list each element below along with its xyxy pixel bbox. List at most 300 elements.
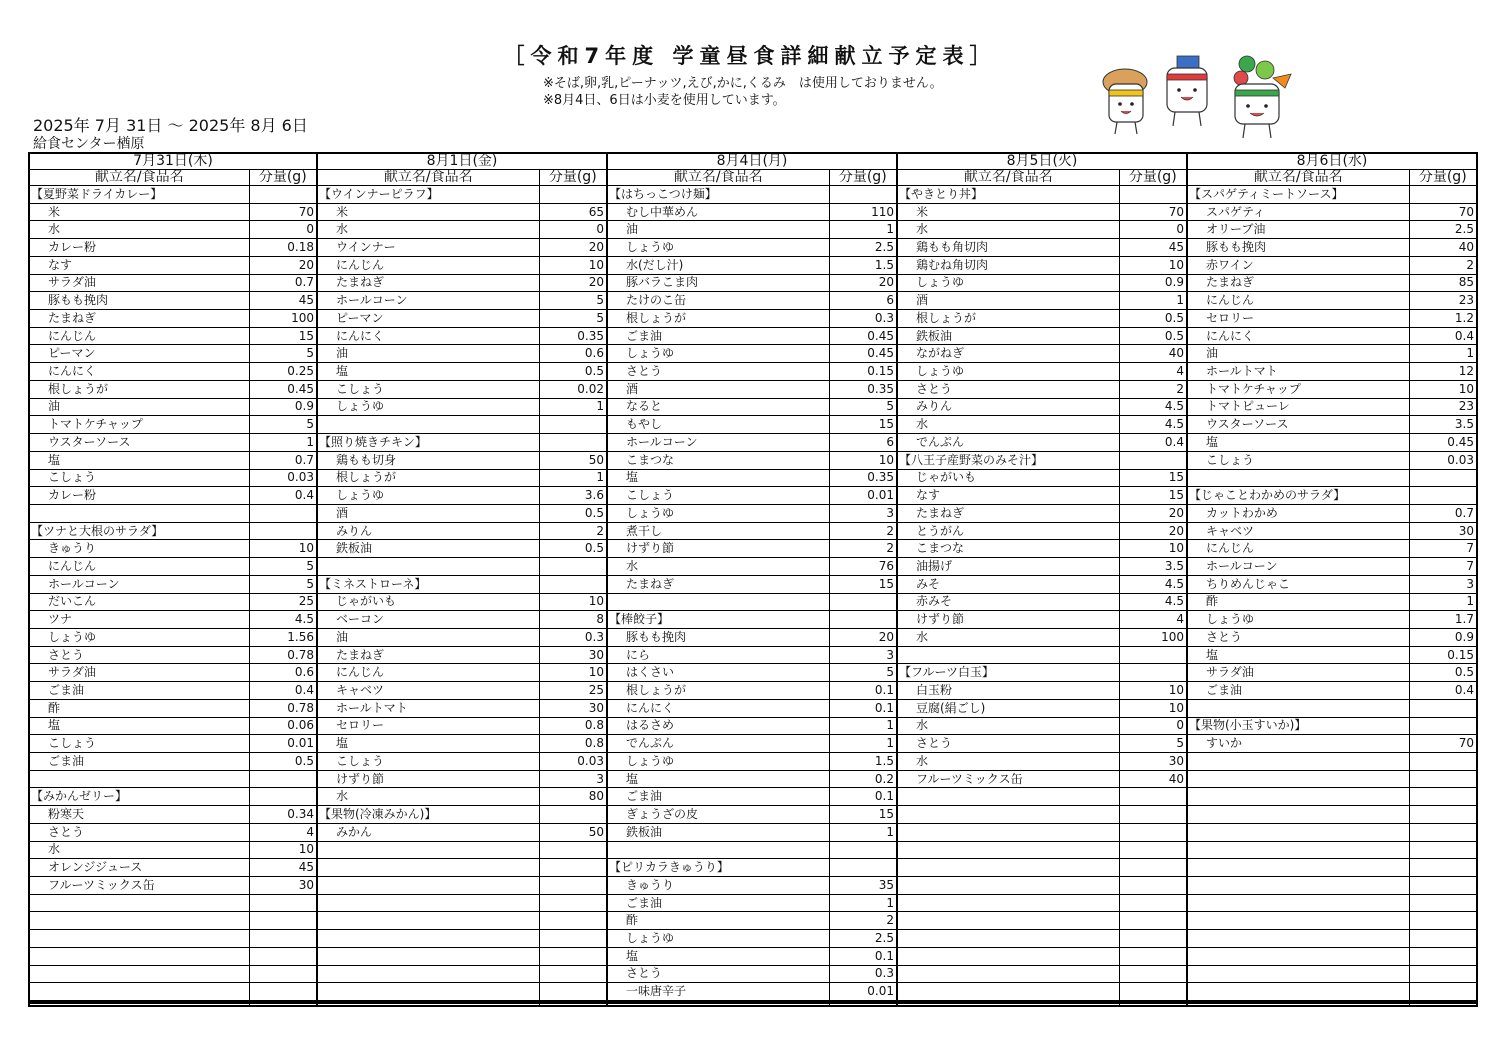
table-row xyxy=(29,504,1477,522)
food-quantity: 0 xyxy=(249,221,317,239)
food-quantity: 10 xyxy=(1119,699,1187,717)
food-name: けずり節 xyxy=(317,770,539,788)
food-quantity: 0.45 xyxy=(829,345,897,363)
food-quantity: 0.8 xyxy=(539,735,607,753)
food-quantity: 20 xyxy=(1119,504,1187,522)
quantity-column-header: 分量(g) xyxy=(1119,170,1187,186)
food-quantity: 0.3 xyxy=(829,965,897,983)
food-name: 塩 xyxy=(607,947,829,965)
food-name: さとう xyxy=(897,735,1119,753)
food-name: 赤ワイン xyxy=(1187,256,1409,274)
food-quantity: 15 xyxy=(829,575,897,593)
food-quantity: 1 xyxy=(1409,593,1477,611)
empty-cell xyxy=(1409,469,1477,487)
empty-cell xyxy=(829,593,897,611)
dish-name: 【照り焼きチキン】 xyxy=(317,434,539,452)
table-row xyxy=(29,930,1477,948)
food-name: 粉寒天 xyxy=(29,806,249,824)
food-name: すいか xyxy=(1187,735,1409,753)
food-name: セロリー xyxy=(1187,310,1409,328)
food-name: 水 xyxy=(897,717,1119,735)
empty-cell xyxy=(249,947,317,965)
empty-cell xyxy=(897,841,1119,859)
food-name: むし中華めん xyxy=(607,203,829,221)
food-quantity: 0.9 xyxy=(1409,628,1477,646)
food-quantity: 0.03 xyxy=(249,469,317,487)
empty-cell xyxy=(829,611,897,629)
food-name: 水 xyxy=(317,788,539,806)
food-name: トマトケチャップ xyxy=(1187,380,1409,398)
empty-cell xyxy=(1409,753,1477,771)
food-quantity: 0.25 xyxy=(249,363,317,381)
empty-cell xyxy=(1187,753,1409,771)
table-row xyxy=(29,753,1477,771)
food-name: 油揚げ xyxy=(897,558,1119,576)
food-name: にんにく xyxy=(607,699,829,717)
empty-cell xyxy=(897,965,1119,983)
empty-cell xyxy=(249,504,317,522)
food-quantity: 6 xyxy=(829,292,897,310)
empty-cell xyxy=(1187,912,1409,930)
food-quantity: 5 xyxy=(1119,735,1187,753)
food-name: セロリー xyxy=(317,717,539,735)
empty-cell xyxy=(1409,487,1477,505)
name-column-header: 献立名/食品名 xyxy=(29,170,249,186)
empty-cell xyxy=(1187,823,1409,841)
food-name: 米 xyxy=(29,203,249,221)
food-name: 塩 xyxy=(607,770,829,788)
food-quantity: 5 xyxy=(249,416,317,434)
empty-cell xyxy=(1409,717,1477,735)
food-name: ウインナー xyxy=(317,239,539,257)
name-column-header: 献立名/食品名 xyxy=(607,170,829,186)
empty-cell xyxy=(317,930,539,948)
table-row xyxy=(29,1004,1477,1006)
food-quantity: 0.4 xyxy=(249,487,317,505)
food-name: ごま油 xyxy=(607,327,829,345)
food-quantity: 2.5 xyxy=(829,239,897,257)
empty-cell xyxy=(897,788,1119,806)
food-name: ごま油 xyxy=(607,894,829,912)
table-row xyxy=(29,310,1477,328)
food-quantity: 0.45 xyxy=(1409,434,1477,452)
food-name: にんじん xyxy=(317,664,539,682)
empty-cell xyxy=(1119,841,1187,859)
table-row xyxy=(29,274,1477,292)
dish-name: 【ツナと大根のサラダ】 xyxy=(29,522,249,540)
table-row xyxy=(29,434,1477,452)
food-quantity: 20 xyxy=(829,274,897,292)
food-quantity: 1.2 xyxy=(1409,310,1477,328)
food-name: こしょう xyxy=(317,380,539,398)
empty-cell xyxy=(539,806,607,824)
table-row xyxy=(29,894,1477,912)
empty-cell xyxy=(897,806,1119,824)
food-quantity: 70 xyxy=(1409,735,1477,753)
food-quantity: 65 xyxy=(539,203,607,221)
food-name: 鶏むね角切肉 xyxy=(897,256,1119,274)
food-name: しょうゆ xyxy=(607,504,829,522)
table-row xyxy=(29,575,1477,593)
empty-cell xyxy=(1119,947,1187,965)
food-name: キャベツ xyxy=(1187,522,1409,540)
food-quantity: 10 xyxy=(1119,540,1187,558)
food-quantity: 2 xyxy=(1119,380,1187,398)
empty-cell xyxy=(1409,947,1477,965)
table-row xyxy=(29,186,1477,204)
empty-cell xyxy=(1409,983,1477,1001)
food-name: たまねぎ xyxy=(317,274,539,292)
food-quantity: 0 xyxy=(1119,221,1187,239)
food-name: 鶏もも切身 xyxy=(317,451,539,469)
food-quantity: 10 xyxy=(539,593,607,611)
empty-cell xyxy=(1409,877,1477,895)
food-name: なす xyxy=(29,256,249,274)
food-quantity: 4.5 xyxy=(1119,398,1187,416)
dish-name: 【フルーツ白玉】 xyxy=(897,664,1119,682)
food-name: ピーマン xyxy=(29,345,249,363)
empty-cell xyxy=(1119,451,1187,469)
table-row xyxy=(29,363,1477,381)
food-quantity: 76 xyxy=(829,558,897,576)
food-name: しょうゆ xyxy=(317,487,539,505)
food-quantity: 15 xyxy=(1119,487,1187,505)
empty-cell xyxy=(249,788,317,806)
food-name: オリーブ油 xyxy=(1187,221,1409,239)
food-name: きゅうり xyxy=(607,877,829,895)
empty-cell xyxy=(249,930,317,948)
food-quantity: 110 xyxy=(829,203,897,221)
table-row xyxy=(29,451,1477,469)
food-quantity: 1 xyxy=(829,735,897,753)
empty-cell xyxy=(29,965,249,983)
table-row xyxy=(29,345,1477,363)
food-quantity: 0.35 xyxy=(539,327,607,345)
food-name: だいこん xyxy=(29,593,249,611)
food-quantity: 6 xyxy=(829,434,897,452)
empty-cell xyxy=(1409,930,1477,948)
food-quantity: 0.15 xyxy=(1409,646,1477,664)
food-name: 酒 xyxy=(897,292,1119,310)
dish-name: 【夏野菜ドライカレー】 xyxy=(29,186,249,204)
empty-cell xyxy=(29,947,249,965)
name-column-header: 献立名/食品名 xyxy=(897,170,1119,186)
empty-cell xyxy=(607,1004,829,1006)
food-name: ベーコン xyxy=(317,611,539,629)
food-name: ウスターソース xyxy=(1187,416,1409,434)
empty-cell xyxy=(1187,877,1409,895)
food-name: ホールコーン xyxy=(29,575,249,593)
empty-cell xyxy=(897,877,1119,895)
food-quantity: 0.45 xyxy=(249,380,317,398)
food-quantity: 15 xyxy=(829,806,897,824)
food-name: さとう xyxy=(607,363,829,381)
food-name: サラダ油 xyxy=(1187,664,1409,682)
food-quantity: 5 xyxy=(249,345,317,363)
empty-cell xyxy=(1187,770,1409,788)
food-quantity: 30 xyxy=(249,877,317,895)
food-name: ピーマン xyxy=(317,310,539,328)
food-name: 水 xyxy=(897,416,1119,434)
empty-cell xyxy=(1409,823,1477,841)
empty-cell xyxy=(1409,894,1477,912)
empty-cell xyxy=(1409,699,1477,717)
table-row xyxy=(29,877,1477,895)
food-name: 酢 xyxy=(1187,593,1409,611)
food-quantity: 0.01 xyxy=(249,735,317,753)
table-row xyxy=(29,717,1477,735)
food-name: さとう xyxy=(29,646,249,664)
food-name: 豆腐(絹ごし) xyxy=(897,699,1119,717)
food-name: さとう xyxy=(607,965,829,983)
food-quantity: 50 xyxy=(539,451,607,469)
food-name: 豚もも挽肉 xyxy=(1187,239,1409,257)
empty-cell xyxy=(539,947,607,965)
menu-period: 2025年 7月 31日 ～ 2025年 8月 6日 xyxy=(33,116,308,135)
empty-cell xyxy=(1187,699,1409,717)
empty-cell xyxy=(249,983,317,1001)
food-quantity: 0.78 xyxy=(249,699,317,717)
food-quantity: 4 xyxy=(249,823,317,841)
food-quantity: 10 xyxy=(1119,256,1187,274)
food-name: こしょう xyxy=(607,487,829,505)
food-quantity: 1.5 xyxy=(829,753,897,771)
food-quantity: 0.6 xyxy=(249,664,317,682)
food-name: 油 xyxy=(29,398,249,416)
table-row xyxy=(29,540,1477,558)
food-name: さとう xyxy=(29,823,249,841)
food-name: みかん xyxy=(317,823,539,841)
food-quantity: 0.03 xyxy=(539,753,607,771)
day-header: 8月5日(火) xyxy=(897,153,1187,170)
food-name: 酢 xyxy=(29,699,249,717)
food-name: みりん xyxy=(317,522,539,540)
food-quantity: 0.4 xyxy=(1409,327,1477,345)
wheat-note: ※8月4日、6日は小麦を使用しています。 xyxy=(543,93,786,108)
empty-cell xyxy=(29,894,249,912)
food-quantity: 10 xyxy=(249,540,317,558)
food-quantity: 3 xyxy=(539,770,607,788)
table-row xyxy=(29,593,1477,611)
empty-cell xyxy=(249,912,317,930)
empty-cell xyxy=(1187,965,1409,983)
food-name: はるさめ xyxy=(607,717,829,735)
food-quantity: 3 xyxy=(1409,575,1477,593)
food-quantity: 0.35 xyxy=(829,380,897,398)
food-name: でんぷん xyxy=(897,434,1119,452)
food-name: 赤みそ xyxy=(897,593,1119,611)
food-name: しょうゆ xyxy=(607,930,829,948)
mascot-illustration xyxy=(1095,44,1305,144)
food-name: ホールトマト xyxy=(1187,363,1409,381)
food-name: こまつな xyxy=(897,540,1119,558)
food-quantity: 30 xyxy=(1409,522,1477,540)
empty-cell xyxy=(539,983,607,1001)
food-name: はくさい xyxy=(607,664,829,682)
food-name: サラダ油 xyxy=(29,274,249,292)
food-name: 鉄板油 xyxy=(317,540,539,558)
food-name: 塩 xyxy=(1187,646,1409,664)
table-row xyxy=(29,239,1477,257)
food-name: たまねぎ xyxy=(29,310,249,328)
food-name: 米 xyxy=(317,203,539,221)
food-quantity: 0.3 xyxy=(539,628,607,646)
food-quantity: 20 xyxy=(829,628,897,646)
food-quantity: 10 xyxy=(539,256,607,274)
food-name: 豚もも挽肉 xyxy=(29,292,249,310)
empty-cell xyxy=(1119,894,1187,912)
food-quantity: 45 xyxy=(249,292,317,310)
food-quantity: 1 xyxy=(829,717,897,735)
food-name: 根しょうが xyxy=(897,310,1119,328)
table-row xyxy=(29,398,1477,416)
day-header: 7月31日(木) xyxy=(29,153,317,170)
food-quantity: 0.7 xyxy=(249,274,317,292)
food-quantity: 0.03 xyxy=(1409,451,1477,469)
food-quantity: 70 xyxy=(249,203,317,221)
food-name: カットわかめ xyxy=(1187,504,1409,522)
food-quantity: 2 xyxy=(829,522,897,540)
food-name: しょうゆ xyxy=(29,628,249,646)
food-quantity: 35 xyxy=(829,877,897,895)
food-name: 鉄板油 xyxy=(897,327,1119,345)
food-name: にんじん xyxy=(317,256,539,274)
food-quantity: 80 xyxy=(539,788,607,806)
food-name: こしょう xyxy=(29,469,249,487)
food-name: ごま油 xyxy=(29,753,249,771)
food-name: サラダ油 xyxy=(29,664,249,682)
food-quantity: 100 xyxy=(249,310,317,328)
food-quantity: 70 xyxy=(1119,203,1187,221)
empty-cell xyxy=(607,841,829,859)
empty-cell xyxy=(1119,646,1187,664)
empty-cell xyxy=(829,859,897,877)
food-quantity: 0.01 xyxy=(829,983,897,1001)
menu-table xyxy=(28,152,1478,1007)
food-name: 水 xyxy=(897,753,1119,771)
empty-cell xyxy=(539,877,607,895)
quantity-column-header: 分量(g) xyxy=(249,170,317,186)
food-name: にんじん xyxy=(1187,540,1409,558)
food-quantity: 10 xyxy=(1409,380,1477,398)
food-quantity: 1 xyxy=(249,434,317,452)
empty-cell xyxy=(1119,965,1187,983)
food-name: こしょう xyxy=(1187,451,1409,469)
food-name: ながねぎ xyxy=(897,345,1119,363)
empty-cell xyxy=(1187,788,1409,806)
food-quantity: 0.5 xyxy=(539,363,607,381)
empty-cell xyxy=(607,593,829,611)
food-quantity: 0.35 xyxy=(829,469,897,487)
food-quantity: 8 xyxy=(539,611,607,629)
table-row xyxy=(29,469,1477,487)
empty-cell xyxy=(897,823,1119,841)
food-quantity: 2.5 xyxy=(829,930,897,948)
empty-cell xyxy=(539,1004,607,1006)
food-quantity: 0.02 xyxy=(539,380,607,398)
food-name: 水 xyxy=(897,628,1119,646)
food-name: こしょう xyxy=(29,735,249,753)
table-row xyxy=(29,327,1477,345)
empty-cell xyxy=(897,646,1119,664)
food-quantity: 0 xyxy=(1119,717,1187,735)
empty-cell xyxy=(249,770,317,788)
food-quantity: 0.5 xyxy=(249,753,317,771)
food-quantity: 20 xyxy=(539,239,607,257)
food-name: じゃがいも xyxy=(897,469,1119,487)
food-quantity: 45 xyxy=(1119,239,1187,257)
food-quantity: 3.5 xyxy=(1409,416,1477,434)
empty-cell xyxy=(249,1004,317,1006)
food-name: しょうゆ xyxy=(607,345,829,363)
empty-cell xyxy=(897,983,1119,1001)
food-name: しょうゆ xyxy=(317,398,539,416)
empty-cell xyxy=(1119,1004,1187,1006)
allergy-notes xyxy=(543,75,943,109)
empty-cell xyxy=(539,912,607,930)
food-name: こまつな xyxy=(607,451,829,469)
empty-cell xyxy=(1119,788,1187,806)
empty-cell xyxy=(1119,806,1187,824)
food-quantity: 0.4 xyxy=(1119,434,1187,452)
food-name: さとう xyxy=(897,380,1119,398)
empty-cell xyxy=(317,947,539,965)
food-name: 水 xyxy=(29,221,249,239)
food-name: しょうゆ xyxy=(607,753,829,771)
empty-cell xyxy=(1409,186,1477,204)
empty-cell xyxy=(539,416,607,434)
empty-cell xyxy=(897,894,1119,912)
food-name: 鶏もも角切肉 xyxy=(897,239,1119,257)
food-quantity: 10 xyxy=(829,451,897,469)
empty-cell xyxy=(317,841,539,859)
food-quantity: 0.9 xyxy=(1119,274,1187,292)
empty-cell xyxy=(1409,841,1477,859)
empty-cell xyxy=(1187,469,1409,487)
food-quantity: 30 xyxy=(539,699,607,717)
food-name: スパゲティ xyxy=(1187,203,1409,221)
food-quantity: 23 xyxy=(1409,292,1477,310)
food-quantity: 5 xyxy=(249,558,317,576)
food-quantity: 3 xyxy=(829,646,897,664)
food-quantity: 4 xyxy=(1119,611,1187,629)
food-name: カレー粉 xyxy=(29,239,249,257)
food-quantity: 0.1 xyxy=(829,682,897,700)
empty-cell xyxy=(1409,806,1477,824)
food-quantity: 70 xyxy=(1409,203,1477,221)
food-quantity: 0.8 xyxy=(539,717,607,735)
dish-name: 【棒餃子】 xyxy=(607,611,829,629)
empty-cell xyxy=(249,186,317,204)
food-name: とうがん xyxy=(897,522,1119,540)
table-row xyxy=(29,912,1477,930)
dish-name: 【ウインナーピラフ】 xyxy=(317,186,539,204)
food-quantity: 1 xyxy=(829,894,897,912)
food-quantity: 2 xyxy=(1409,256,1477,274)
food-name: 鉄板油 xyxy=(607,823,829,841)
dish-name: 【ミネストローネ】 xyxy=(317,575,539,593)
food-name: 白玉粉 xyxy=(897,682,1119,700)
allergy-note: ※そば,卵,乳,ピーナッツ,えび,かに,くるみ は使用しておりません。 xyxy=(543,76,943,91)
food-name: にんにく xyxy=(317,327,539,345)
empty-cell xyxy=(1187,947,1409,965)
food-quantity: 0.1 xyxy=(829,699,897,717)
food-name: しょうゆ xyxy=(1187,611,1409,629)
food-name: ぎょうざの皮 xyxy=(607,806,829,824)
food-name: さとう xyxy=(1187,628,1409,646)
food-name: 水 xyxy=(317,221,539,239)
day-header: 8月6日(水) xyxy=(1187,153,1477,170)
